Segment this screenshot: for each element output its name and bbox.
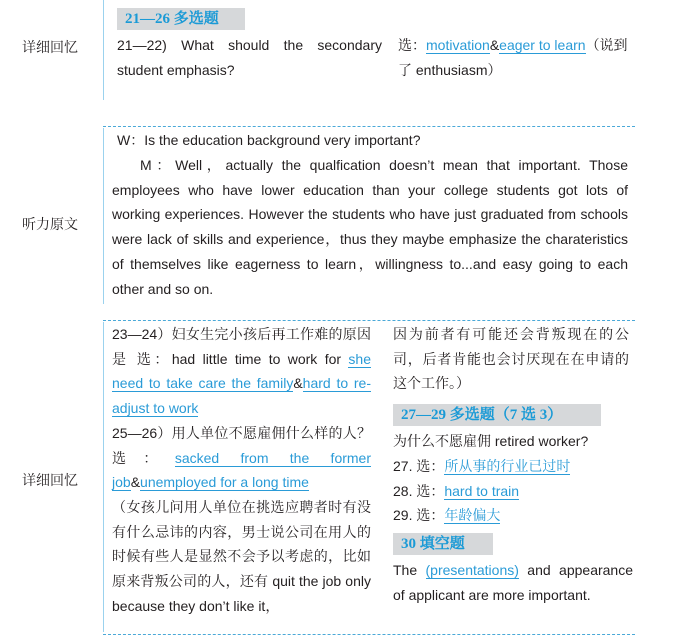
dialogue-m: M：Well，actually the qualfication doesn’t mean that important. Those employees who have lower education than your college students got lots of working experiences. However the students who have just graduated from schools were lack of skills and experience，thus they maybe emphasize the charateristics of themselves like eagerness to learn，willingness to...and easy going to each other and so on. [112,157,628,297]
item-number: 29. [393,507,413,524]
explanation-continued: 因为前者有可能还会背叛现在的公司，后者肯能也会讨厌现在在申请的这个工作。） [393,326,629,392]
answer-prefix: 选： [416,458,445,474]
question-text: 23—24）妇女生完小孩后再工作难的原因是 选：had little time to work for [112,326,371,367]
question-text: 为什么不愿雇佣 retired worker? [393,433,589,449]
divider-vertical [103,0,104,100]
ampersand: & [130,474,141,491]
question-prefix: The [393,562,426,578]
answer-note: （说到了 enthusiasm） [398,37,628,78]
list-item [393,479,633,504]
section-header: 21—26 多选题 [117,8,245,30]
answer-option: 年龄偏大 [444,507,501,524]
question-suffix: and appearance of applicant are more important. [393,562,633,603]
answer-option: she need to take care the family [112,350,371,392]
question-text [393,558,633,607]
section-header: 27—29 多选题（7 选 3） [393,404,601,426]
divider-vertical [103,128,104,304]
answer-block [398,33,638,83]
answer-option: unemployed for a long time [140,474,309,491]
item-number: 27. [393,458,413,474]
section-label: 详细回忆 [22,472,78,488]
answer-option: hard to train [444,482,520,499]
answer-option: hard to re-adjust to work [112,375,371,417]
list-item [393,454,633,479]
item-number: 28. [393,482,413,499]
dialogue-w: W：Is the education background very important? [117,132,421,148]
answer-option: sacked from the former job [112,449,372,491]
answer-option: (presentations) [425,562,519,578]
answer-option: 所从事的行业已过时 [444,458,571,474]
list-item [393,503,633,528]
section-label: 听力原文 [22,216,78,232]
section-label: 详细回忆 [22,39,78,55]
section-divider [103,320,635,321]
explanation-text: （女孩儿问用人单位在挑选应聘者时有没有什么忌讳的内容，男士说公司在用人的时候有些人是显然不会予以考虑的，比如原来背叛公司的人，还有 quit the job only because they don’t like it， [112,498,371,614]
section-header: 30 填空题 [393,533,493,555]
section-divider [103,126,635,127]
answer-option: motivation [426,37,490,53]
answer-option: eager to learn [499,37,586,53]
section-divider [103,634,635,635]
ampersand: & [293,375,303,392]
divider-vertical [103,322,104,632]
answer-prefix: 选： [416,482,445,499]
question-text: 25—26）用人单位不愿雇佣什么样的人？ 选： [112,424,371,466]
answer-prefix: 选： [398,37,426,53]
ampersand: & [489,37,500,53]
question-text: 21—22) What should the secondary student emphasis? [117,37,382,78]
left-column [112,322,371,618]
answer-prefix: 选： [416,507,445,524]
answer-list [393,454,633,528]
